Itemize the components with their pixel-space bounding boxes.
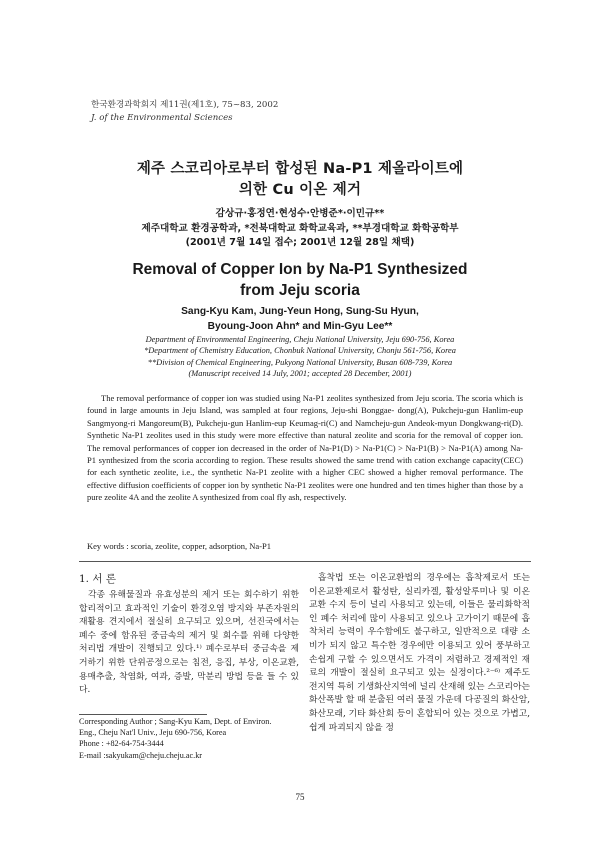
footnote-line: Corresponding Author ; Sang-Kyu Kam, Dept. of Environ.: [79, 717, 272, 726]
affiliation-line: Department of Environmental Engineering, Cheju National University, Jeju 690-756, Korea: [145, 335, 455, 344]
affiliation-line: *Department of Chemistry Education, Chonbuk National University, Chonju 561-756, Korea: [144, 346, 456, 356]
page-number: 75: [295, 792, 305, 802]
body-paragraph: 흡착법 또는 이온교환법의 경우에는 흡착제로서 또는 이온교환제로서 활성탄, 실리카겔, 활성알루미나 및 이온교환 수지 등이 널리 사용되고 있는데, 이들은 물리화학적인 폐수 처리에 많이 사용되고 있으나 고가이기 때문에 흡착처리 능력이 우수함에도 불구하고, 일반적으로 대량 소비가 되지 않고 특수한 경우에만 이용되고 있어 풍부하고 손쉽게 구할 수 있으면서도 가격이 저렴하고 경제적인 재료의 개발이 절실히 요구되고 있는 실정이다.²⁻⁶⁾ 제주도 전지역 특히 기생화산지역에 널리 산재해 있는 스코리아는 화산폭발 할 때 분출된 여러 물질 가운데 다공질의 화산암, 화산모래, 기타 화산회 등이 혼합되어 있는 것으로 가볍고, 쉽게 파괴되지 않을 정: [309, 573, 530, 733]
footnote-line: Eng., Cheju Nat'l Univ., Jeju 690-756, Korea: [79, 728, 227, 738]
affiliation-korean: 제주대학교 환경공학과, *전북대학교 화학교육과, **부경대학교 화학공학부: [141, 222, 459, 234]
authors-korean: 감상규·홍정연·현성수·안병준*·이민규**: [215, 208, 385, 219]
title-english-line-1: Removal of Copper Ion by Na-P1 Synthesized: [132, 261, 468, 278]
authors-english-block: [0, 305, 600, 334]
body-column-right: [309, 572, 530, 735]
corresponding-author-footnote: [79, 716, 304, 761]
title-english-line-2: from Jeju scoria: [240, 282, 360, 299]
affiliation-line: **Division of Chemical Engineering, Pukyong National University, Busan 608-739, Korea: [147, 357, 453, 367]
received-dates-korean: (2001년 7월 14일 접수; 2001년 12월 28일 채택): [185, 237, 415, 248]
authors-english-line-1: Sang-Kyu Kam, Jung-Yeun Hong, Sung-Su Hyun,: [181, 306, 419, 317]
title-korean: [0, 159, 600, 201]
footnote-divider: [79, 714, 207, 715]
keywords: Key words : scoria, zeolite, copper, adsorption, Na-P1: [87, 541, 272, 551]
abstract: The removal performance of copper ion was studied using Na-P1 zeolites synthesized from Jeju scoria. The scoria which is found in large amounts in Jeju Island, was sampled at four regions, Jeju-shi Bonggae- dong(A), Pukcheju-gun Hanlim-eup Sangmyong-ri Mangoreum(B), Pukcheju-gun Hanlim-eup Keumag-ri(C) and Namcheju-gun Andeok-myun Dongkwang-ri(D). Synthetic Na-P1 zeolites used in this study were more effective than natural zeolite and scoria for the removal of copper ion. The removal performances of copper ion decreased in the order of Na-P1(D) > Na-P1(C) > Na-P1(B) > Na-P1(A) among Na-P1 synthesized from the scoria according to region. These results showed the same trend with cation exchange capacity(CEC) for each synthetic zeolite, i.e., the synthetic Na-P1 zeolite with a higher CEC showed a higher removal performance. The effective diffusion coefficients of copper ion by synthetic Na-P1 zeolites were one hundred and ten times higher than those by a pure zeolite 4A and the zeolite A synthesized from coal fly ash, respectively.: [87, 393, 523, 503]
affiliations-english: [0, 334, 600, 380]
authors-korean-block: [0, 207, 600, 251]
footnote-email: E-mail :sakyukam@cheju.cheju.ac.kr: [79, 750, 203, 760]
body-column-left: [79, 572, 299, 698]
footnote-phone: Phone : +82-64-754-3444: [79, 739, 164, 749]
body-paragraph: 각종 유해물질과 유효성분의 제거 또는 회수하기 위한 합리적이고 효과적인 기술이 환경오염 방지와 부존자원의 재활용 견지에서 절실히 요구되고 있으며, 선진국에서는 폐수 중에 함유된 중금속의 제거 및 회수를 위해 다양한 처리법 개발이 진행되고 있다.¹⁾ 폐수로부터 중금속을 제거하기 위한 단위공정으로는 침전, 응집, 부상, 이온교환, 용매추출, 착염화, 여과, 증발, 막분리 방법 등을 들 수 있다.: [79, 590, 299, 696]
journal-citation-ko: 한국환경과학회지 제11권(제1호), 75~83, 2002: [91, 100, 279, 110]
title-english: [0, 259, 600, 301]
manuscript-dates: (Manuscript received 14 July, 2001; accepted 28 December, 2001): [188, 369, 412, 379]
section-divider: [79, 561, 531, 562]
section-heading-introduction: 1. 서 론: [79, 573, 116, 585]
title-korean-line-1: 제주 스코리아로부터 합성된 Na-P1 제올라이트에: [136, 161, 464, 177]
journal-name-en: J. of the Environmental Sciences: [91, 113, 233, 123]
authors-english-line-2: Byoung-Joon Ahn* and Min-Gyu Lee**: [207, 320, 393, 332]
journal-header: [91, 99, 278, 125]
title-korean-line-2: 의한 Cu 이온 제거: [238, 182, 362, 198]
